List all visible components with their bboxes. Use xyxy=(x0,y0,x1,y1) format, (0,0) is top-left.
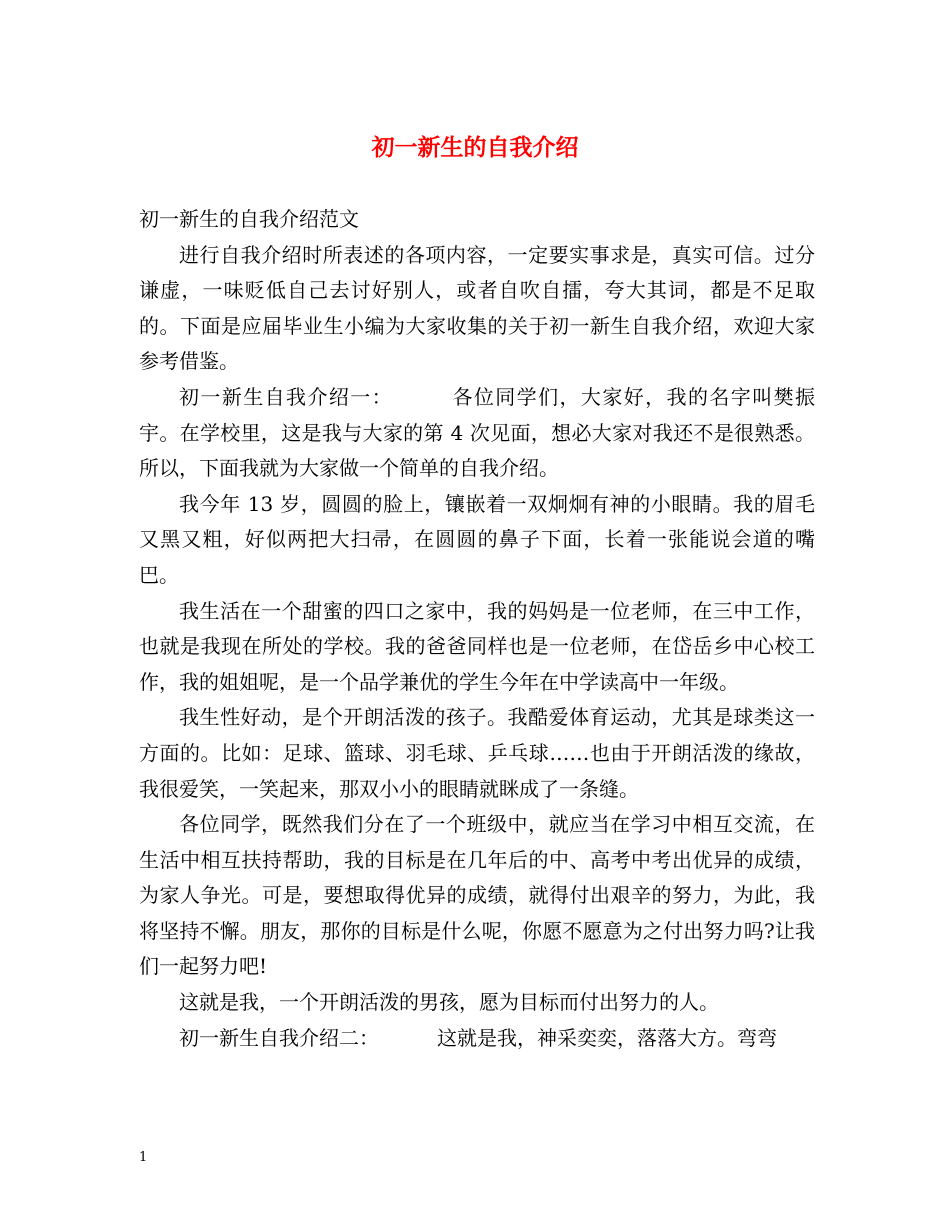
page-number: 1 xyxy=(139,1150,148,1165)
document-body xyxy=(139,202,815,1056)
introduction-one-text: 各位同学们，大家好，我的名字叫樊振宇。在学校里，这是我与大家的第 4 次见面，想必大家对我还不是很熟悉。所以，下面我就为大家做一个简单的自我介绍。 xyxy=(139,384,816,481)
document-title: 初一新生的自我介绍 xyxy=(371,134,579,161)
paragraph-appearance: 我今年 13 岁，圆圆的脸上，镶嵌着一双炯炯有神的小眼睛。我的眉毛又黑又粗，好似两把大扫帚，在圆圆的鼻子下面，长着一张能说会道的嘴巴。 xyxy=(139,491,815,587)
document-subtitle: 初一新生的自我介绍范文 xyxy=(139,207,359,231)
paragraph-goals: 各位同学，既然我们分在了一个班级中，就应当在学习中相互交流，在生活中相互扶持帮助，我的目标是在几年后的中、高考中考出优异的成绩，为家人争光。可是，要想取得优异的成绩，就得付出艰辛的努力，为此，我将坚持不懈。朋友，那你的目标是什么呢，你愿不愿意为之付出努力吗?让我们一起努力吧! xyxy=(139,812,815,979)
introduction-two-text: 这就是我，神采奕奕，落落大方。弯弯 xyxy=(437,1025,777,1050)
paragraph-family: 我生活在一个甜蜜的四口之家中，我的妈妈是一位老师，在三中工作，也就是我现在所处的学校。我的爸爸同样也是一位老师，在岱岳乡中心校工作，我的姐姐呢，是一个品学兼优的学生今年在中学读高中一年级。 xyxy=(139,598,815,694)
paragraph-introduction-two xyxy=(139,1021,815,1057)
paragraph-hobbies: 我生性好动，是个开朗活泼的孩子。我酷爱体育运动，尤其是球类这一方面的。比如：足球、篮球、羽毛球、乒乓球……也由于开朗活泼的缘故，我很爱笑，一笑起来，那双小小的眼睛就眯成了一条缝。 xyxy=(139,705,815,801)
paragraph-intro: 进行自我介绍时所表述的各项内容，一定要实事求是，真实可信。过分谦虚，一味贬低自己去讨好别人，或者自吹自擂，夸大其词，都是不足取的。下面是应届毕业生小编为大家收集的关于初一新生自我介绍，欢迎大家参考借鉴。 xyxy=(139,242,815,374)
introduction-two-heading: 初一新生自我介绍二： xyxy=(179,1025,379,1050)
paragraph-introduction-one xyxy=(139,380,815,487)
introduction-one-heading: 初一新生自我介绍一： xyxy=(179,384,394,409)
paragraph-summary: 这就是我，一个开朗活泼的男孩，愿为目标而付出努力的人。 xyxy=(179,990,719,1015)
